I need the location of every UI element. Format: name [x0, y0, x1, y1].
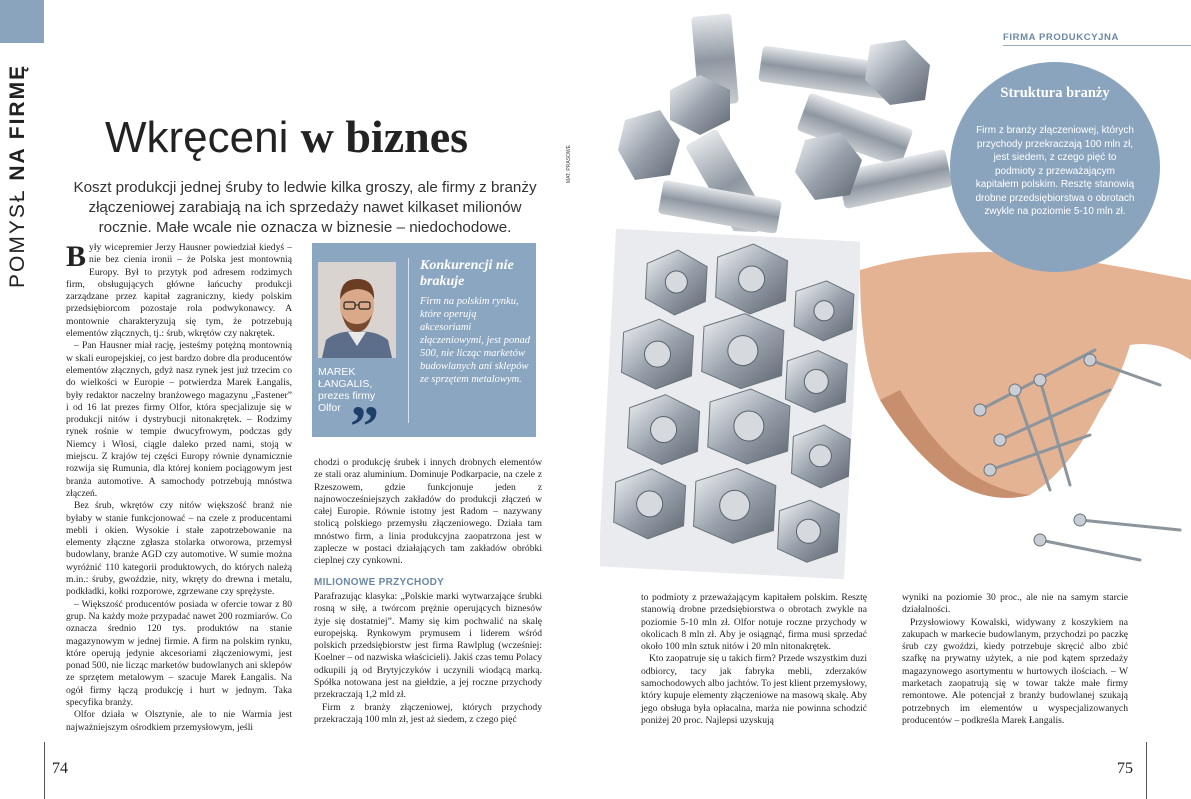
section-title-normal: POMYSŁ	[6, 188, 29, 288]
info-circle-text: Firm z branży złączeniowej, których przychody przekraczają 100 mln zł, jest siedem, z czego pięć to podmioty z przeważającym kapitałem polskim. Resztę stanowią drobne przedsiębiorstwa o obrotach zwykle na poziomie 5-10 mln zł.	[975, 125, 1135, 217]
portrait-photo	[318, 262, 396, 358]
page-number-right: 75	[1117, 760, 1133, 777]
paragraph: Firm z branży złączeniowej, których przychody przekraczają 100 mln zł, jest aż siedem, z czego pięć	[314, 701, 542, 725]
page-rule-left	[44, 742, 45, 799]
body-column-4	[902, 592, 1128, 727]
person-role: prezes firmy Olfor	[318, 390, 376, 414]
quote-title: Konkurencji nie brakuje	[420, 258, 514, 289]
section-title-vertical	[2, 50, 42, 290]
section-rule	[1003, 45, 1191, 46]
page-rule-right	[1146, 742, 1147, 799]
bolt-shape	[618, 13, 953, 241]
article-title	[105, 110, 468, 163]
body-column-2	[314, 457, 542, 726]
info-circle-title: Struktura branży	[1000, 85, 1110, 101]
quote-divider	[408, 258, 409, 423]
body-column-1	[66, 242, 292, 734]
paragraph: chodzi o produkcję śrubek i innych drobnych elementów ze stali oraz aluminium. Dominuje Podkarpacie, na czele z Rzeszowem, gdzie funkcjonuje jeden z najnowocześniejszych zakładów do produkcji złączeń w całej Europie. Równie istotny jest Radom – nazywany stolicą polskiego przemysłu złączeniowego. Działa tam mnóstwo firm, a linia produkcyjna zaopatrzona jest w zaplecze w postaci działających tam zakładów obróbki cieplnej czy cynkowni.	[314, 457, 542, 567]
article-lead: Koszt produkcji jednej śruby to ledwie kilka groszy, ale firmy z branży złączeniowej zarabiają na ich sprzedaży nawet kilkaset milionów rocznie. Małe wcale nie oznacza w biznesie – niedochodowe.	[73, 179, 537, 236]
paragraph: Kto zaopatruje się u takich firm? Przede wszystkim duzi odbiorcy, tacy jak fabryka mebli, zderzaków samochodowych albo jachtów. To jest klient przemysłowy, który kupuje elementy złączeniowe na masową skalę. Aby jego obsługa była opłacalna, marża nie powinna schodzić poniżej 20 proc. Najlepsi uzyskują	[641, 653, 867, 726]
person-portrait-icon	[318, 262, 396, 358]
corner-color-block	[0, 0, 44, 43]
title-bold: w biznes	[300, 111, 469, 162]
paragraph: Przysłowiowy Kowalski, widywany z koszykiem na zakupach w markecie budowlanym, przychodzi po paczkę śrub czy gwoździ, kiedy potrzebuje skręcić albo zbić szafkę na prywatny użytek, a nie pod kątem sprzedaży magazynowego asortymentu w hurtowych ilościach. – W marketach zaopatrują się w towar także małe firmy remontowe. Ale potencjał z branży budowlanej szukają potrzebnych im elementów u wyspecjalizowanych producentów – podkreśla Marek Łangalis.	[902, 616, 1128, 726]
paragraph: wyniki na poziomie 30 proc., ale nie na samym starcie działalności.	[902, 592, 1128, 616]
paragraph: to podmioty z przeważającym kapitałem polskim. Resztę stanowią drobne przedsiębiorstwa o obrotach zwykle na poziomie 5-10 mln zł. Olfor notuje roczne przychody w okolicach 8 mln zł. Aby je osiągnąć, firma musi sprzedać około 100 mln sztuk nitów i 20 mln nitonakrętek.	[641, 592, 867, 653]
paragraph: Olfor działa w Olsztynie, ale to nie Warmia jest najważniejszym ośrodkiem przemysłowym, jeśli	[66, 709, 292, 733]
drop-cap: B	[66, 240, 87, 273]
quote-mark-icon: ”	[350, 394, 379, 459]
hand-with-screws-photo	[840, 240, 1191, 575]
title-light: Wkręceni	[105, 113, 289, 162]
body-column-3	[641, 592, 867, 727]
paragraph: Parafrazując klasyka: „Polskie marki wytwarzające śrubki rosną w siłę, a twórcom prężnie operujących biznesów żyje się dostatniej”. Mamy się kim pochwalić na skalę europejską. Rynkowym prymusem i liderem wśród polskich przedsiębiorstw jest firma Rawlplug (wcześniej: Koelner – od nazwiska właścicieli). Jakiś czas temu Polacy odkupili ją od Brytyjczyków i uczynili wiodącą marką. Spółka notowana jest na giełdzie, a jej roczne przychody przekraczają 1,2 mld zł.	[314, 590, 542, 701]
bolts-photo	[600, 0, 960, 245]
person-name: MAREK ŁANGALIS,	[318, 366, 373, 390]
section-label: FIRMA PRODUKCYJNA	[1003, 32, 1119, 43]
photo-credit: MAT. PRASOWE	[566, 145, 572, 183]
paragraph: – Większość producentów posiada w ofercie towar z 80 grup. Na każdy może przypadać nawet 200 rozmiarów. Co oznacza średnio 120 tys. produktów na stanie magazynowym w jednej firmie. A firm na polskim rynku, które operują jedynie akcesoriami złączeniowymi, jest ponad 500, nie licząc marketów budowlanych ani sklepów ze sprzętem metalowym – szacuje Marek Łangalis. Na ogół firmy łączą produkcję i hurt w jednym. Taka specyfika branży.	[66, 598, 292, 708]
section-title-bold: NA FIRMĘ	[6, 63, 29, 181]
paragraph: – Pan Hausner miał rację, jesteśmy potężną montownią w skali europejskiej, co jest bardzo dobre dla producentów elementów złącznych, gdyż nasz rynek jest już trzecim co do wielkości w Europie – potwierdza Marek Łangalis, były redaktor naczelny branżowego magazynu „Fastener” i od 16 lat prezes firmy Olfor, która specjalizuje się w produkcji nitów i dystrybucji nitonakrętek. – Rodzimy rynek rośnie w tempie dwucyfrowym, podczas gdy Niemcy i Włosi, ciągle daleko przed nami, stoją w miejscu. Z krajów tej części Europy równie dynamicznie rozwija się Rumunia, dla której koniem pociągowym jest branża automotive. A samochody potrzebują mnóstwa złączeń.	[66, 340, 292, 499]
paragraph: yły wicepremier Jerzy Hausner powiedział kiedyś – nie bez cienia ironii – że Polska jest montownią Europy. Był to przytyk pod adresem rodzimych firm, obsługujących główne łańcuchy produkcji zarządzane przez kapitał zagraniczny, kiedy polskim przedsiębiorcom pozostaje rola podwykonawcy. A montownie charakteryzują się tym, że potrzebują elementów złącznych, tj.: śrub, wkrętów czy nakrętek.	[66, 242, 292, 340]
nuts-photo	[600, 228, 860, 580]
subheading: MILIONOWE PRZYCHODY	[314, 576, 445, 588]
paragraph: Bez śrub, wkrętów czy nitów większość branż nie byłaby w stanie funkcjonować – na czele z producentami mebli i okien. Wysokie i stałe zapotrzebowanie na elementy złączne zgłasza stolarka otworowa, przemysł budowlany, branże AGD czy automotive. W sumie można wyróżnić 110 kategorii produktowych, do których należą m.in.: śruby, gwoździe, nity, wkręty do drewna i metalu, podkładki, kołki rozporowe, zgrzewane czy sprężyste.	[66, 500, 292, 598]
quote-text: Firm na polskim rynku, które operują akcesoriami złączeniowymi, jest ponad 500, nie licząc marketów budowlanych ani sklepów ze sprzętem metalowym.	[420, 296, 530, 385]
page-number-left: 74	[52, 760, 68, 777]
